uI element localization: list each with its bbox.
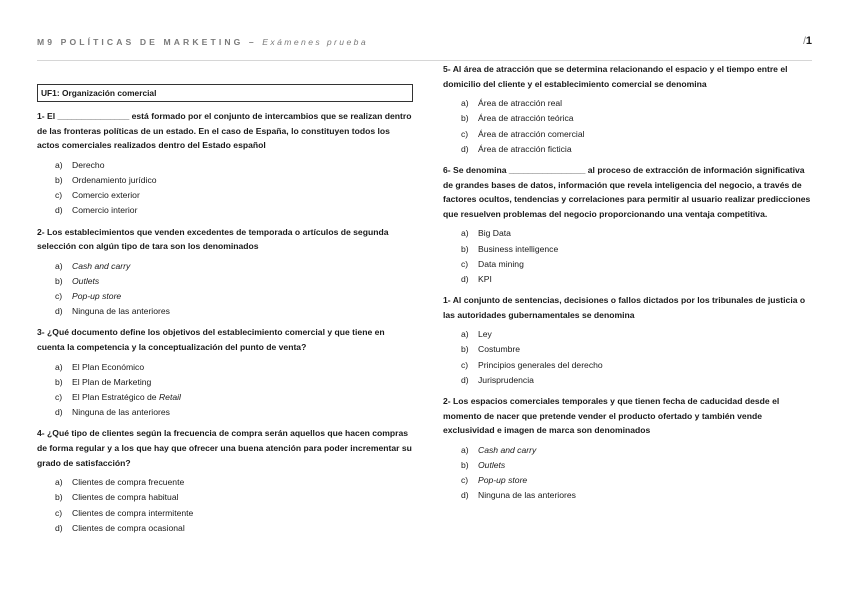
left-column <box>37 84 413 542</box>
header-subtitle: Exámenes prueba <box>262 37 369 47</box>
option-text: Outlets <box>478 459 506 470</box>
answer-option <box>443 127 811 142</box>
option-text: Cash and carry <box>478 444 537 455</box>
page-header <box>37 37 812 51</box>
option-text: KPI <box>478 273 492 284</box>
option-text: Ordenamiento jurídico <box>72 174 157 185</box>
question-block <box>443 163 811 287</box>
question-text: 2- Los espacios comerciales temporales y que tienen fecha de caducidad desde el momento de nacer que pretende vender el producto ofertado y también vende exclusividad e imagen de marca son denominados <box>443 396 780 436</box>
answer-option <box>37 274 413 289</box>
option-letter: d) <box>55 522 63 533</box>
answer-option <box>37 390 413 405</box>
question-text: 1- El _______________ está formado por el conjunto de intercambios que se realizan dentro de las fronteras políticas de un estado. En el caso de España, lo constituyen todos los actos comerciales realizados dentro del Estado español <box>37 111 412 151</box>
option-letter: b) <box>55 275 63 286</box>
option-text: Área de atracción teórica <box>478 113 574 124</box>
answer-option <box>37 405 413 420</box>
answer-options <box>37 360 413 421</box>
option-letter: b) <box>55 492 63 503</box>
answer-option <box>37 289 413 304</box>
question-text: 4- ¿Qué tipo de clientes según la frecuencia de compra serán aquellos que hacen compras de forma regular y a los que hay que ofrecer una buena atención para poder incrementar su grado de satisfacción? <box>37 428 412 468</box>
answer-options <box>37 475 413 536</box>
question-block <box>37 225 413 320</box>
option-text: Ninguna de las anteriores <box>72 407 170 418</box>
answer-option <box>37 521 413 536</box>
option-letter: a) <box>55 260 63 271</box>
option-letter: a) <box>461 444 469 455</box>
option-letter: b) <box>461 459 469 470</box>
option-letter: c) <box>55 291 63 302</box>
option-text: Big Data <box>478 228 511 239</box>
option-text: Ninguna de las anteriores <box>478 490 576 501</box>
option-letter: d) <box>55 306 63 317</box>
question-block <box>37 109 413 219</box>
option-letter: c) <box>461 359 469 370</box>
answer-option <box>443 142 811 157</box>
answer-option <box>443 257 811 272</box>
answer-option <box>37 259 413 274</box>
question-block <box>37 325 413 420</box>
answer-option <box>443 473 811 488</box>
option-letter: a) <box>461 329 469 340</box>
right-question-list <box>443 62 811 504</box>
header-title: M9 POLÍTICAS DE MARKETING – Exámenes prueba <box>37 37 369 47</box>
answer-option <box>37 506 413 521</box>
option-text: Pop-up store <box>72 291 122 302</box>
answer-option <box>443 96 811 111</box>
answer-option <box>443 488 811 503</box>
answer-option <box>443 272 811 287</box>
option-text: Área de atracción comercial <box>478 128 585 139</box>
option-letter: a) <box>55 477 63 488</box>
option-text: Ninguna de las anteriores <box>72 306 170 317</box>
option-letter: b) <box>461 344 469 355</box>
option-text: Comercio exterior <box>72 190 140 201</box>
option-text: Outlets <box>72 275 100 286</box>
option-letter: d) <box>55 407 63 418</box>
answer-option <box>443 327 811 342</box>
answer-option <box>37 158 413 173</box>
unit-heading: UF1: Organización comercial <box>37 84 413 102</box>
option-letter: a) <box>55 159 63 170</box>
option-letter: d) <box>461 374 469 385</box>
option-text: Clientes de compra habitual <box>72 492 179 503</box>
option-letter: d) <box>461 143 469 154</box>
question-block <box>443 394 811 504</box>
option-text: Principios generales del derecho <box>478 359 603 370</box>
answer-options <box>443 226 811 287</box>
question-text: 3- ¿Qué documento define los objetivos del establecimiento comercial y que tiene en cuenta la competencia y la conceptualización del punto de venta? <box>37 327 385 353</box>
option-letter: b) <box>55 174 63 185</box>
answer-options <box>443 443 811 504</box>
option-letter: a) <box>55 361 63 372</box>
page-number: /1 <box>803 35 812 47</box>
option-text-italic: Retail <box>158 392 181 403</box>
question-block <box>443 293 811 388</box>
option-text: El Plan Estratégico de <box>72 392 159 403</box>
option-text: Data mining <box>478 258 524 269</box>
answer-options <box>37 158 413 219</box>
option-letter: d) <box>461 490 469 501</box>
option-text: Jurisprudencia <box>478 374 534 385</box>
option-text: Clientes de compra intermitente <box>72 507 194 518</box>
answer-option <box>443 458 811 473</box>
option-text: Área de atracción ficticia <box>478 143 572 154</box>
option-letter: c) <box>55 507 63 518</box>
left-question-list <box>37 109 413 536</box>
option-text: Clientes de compra frecuente <box>72 477 185 488</box>
question-text: 2- Los establecimientos que venden excedentes de temporada o artículos de segunda selección con algún tipo de tara son los denominados <box>37 226 389 252</box>
answer-options <box>443 327 811 388</box>
option-text: Área de atracción real <box>478 98 563 109</box>
header-divider <box>37 60 812 61</box>
option-text: El Plan de Marketing <box>72 376 152 387</box>
answer-option <box>37 304 413 319</box>
question-text: 1- Al conjunto de sentencias, decisiones o fallos dictados por los tribunales de justicia o las autoridades gubernamentales se denomina <box>443 295 806 320</box>
answer-option <box>443 242 811 257</box>
option-text: Costumbre <box>478 344 521 355</box>
option-letter: c) <box>461 128 469 139</box>
option-letter: c) <box>461 258 469 269</box>
question-text: 6- Se denomina ________________ al proceso de extracción de información significativa de grandes bases de datos, información que revela inteligencia del negocio, a través de factores ocultos, tendencias y correlaciones para permitir al usuario realizar predicciones que resuelven problemas del negocio proporcionando una ventaja competitiva. <box>443 164 811 219</box>
option-letter: c) <box>461 475 469 486</box>
answer-option <box>37 188 413 203</box>
question-block <box>37 426 413 536</box>
option-letter: c) <box>55 392 63 403</box>
answer-option <box>37 475 413 490</box>
option-letter: a) <box>461 98 469 109</box>
answer-option <box>443 373 811 388</box>
option-text: El Plan Económico <box>72 361 145 372</box>
option-text: Clientes de compra ocasional <box>72 522 185 533</box>
answer-option <box>37 490 413 505</box>
answer-option <box>37 173 413 188</box>
answer-option <box>37 203 413 218</box>
right-column <box>443 62 811 510</box>
answer-option <box>443 443 811 458</box>
answer-option <box>443 226 811 241</box>
answer-option <box>443 111 811 126</box>
option-letter: b) <box>461 113 469 124</box>
answer-option <box>37 360 413 375</box>
option-text: Derecho <box>72 159 105 170</box>
option-text: Cash and carry <box>72 260 131 271</box>
answer-option <box>37 375 413 390</box>
option-letter: a) <box>461 228 469 239</box>
option-text: Business intelligence <box>478 243 559 254</box>
option-letter: b) <box>461 243 469 254</box>
option-letter: d) <box>461 273 469 284</box>
option-letter: d) <box>55 205 63 216</box>
option-text: Pop-up store <box>478 475 528 486</box>
option-text: Comercio interior <box>72 205 138 216</box>
answer-options <box>37 259 413 320</box>
option-letter: c) <box>55 190 63 201</box>
answer-option <box>443 358 811 373</box>
answer-options <box>443 96 811 157</box>
option-text: Ley <box>478 329 492 340</box>
option-letter: b) <box>55 376 63 387</box>
question-block <box>443 62 811 157</box>
answer-option <box>443 342 811 357</box>
question-text: 5- Al área de atracción que se determina relacionando el espacio y el tiempo entre el domicilio del cliente y el establecimiento comercial se denomina <box>443 64 788 89</box>
